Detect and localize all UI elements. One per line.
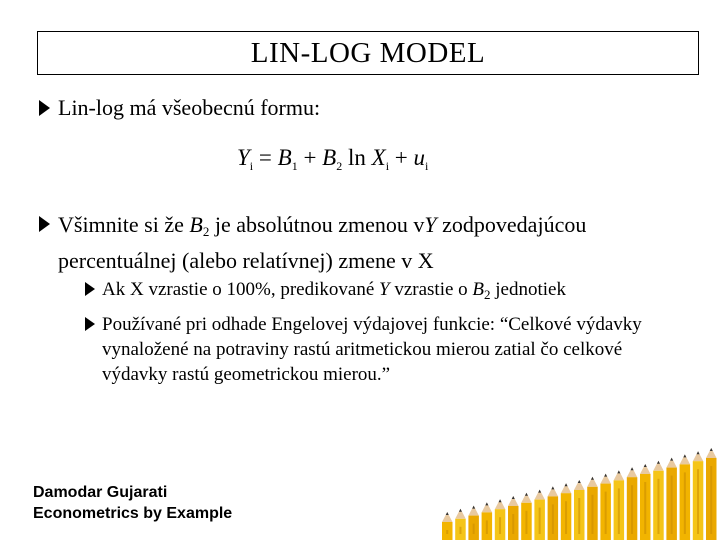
pencil-lead — [617, 470, 620, 473]
sub-bullet-100-percent — [85, 277, 685, 307]
pencil-lead — [485, 502, 488, 505]
pencil-stripe — [525, 511, 527, 534]
pencil-stripe — [605, 492, 607, 534]
pencil-lead — [446, 512, 449, 515]
pencil-stripe — [578, 498, 580, 534]
bullet-b2-interpretation — [39, 210, 704, 275]
pencil-stripe — [512, 514, 514, 534]
pencil-lead — [459, 509, 462, 512]
pencil-stripe — [644, 482, 646, 534]
pencil-stripe — [697, 469, 699, 534]
bullet-text: Lin-log má všeobecnú formu: — [58, 95, 321, 120]
pencil-lead — [591, 477, 594, 480]
pencil-stripe — [565, 501, 567, 534]
pencil-lead — [525, 493, 528, 496]
slide-title: LIN-LOG MODEL — [37, 31, 699, 75]
pencil-stripe — [552, 504, 554, 534]
pencil-lead — [683, 454, 686, 457]
pencil-stripe — [486, 520, 488, 534]
bullet-general-form — [39, 95, 320, 121]
pencil-lead — [472, 506, 475, 509]
pencil-stripe — [473, 524, 475, 534]
pencils-growth-image — [438, 440, 720, 540]
lin-log-formula: $Y_i = B_1 + B_2$ $\ln X_i + u_i$ — [237, 145, 429, 173]
pencil-lead — [657, 461, 660, 464]
pencil-stripe — [710, 466, 712, 534]
pencil-lead — [512, 496, 515, 499]
pencil-lead — [538, 490, 541, 493]
pencil-lead — [551, 486, 554, 489]
pencil-stripe — [446, 530, 448, 534]
pencil-lead — [697, 451, 700, 454]
sub-bullet-text: Používané pri odhade Engelovej výdajovej funkcie: “Celkové výdavky vynaložené na potraviny rastú aritmetickou mierou zatial čo celkové výdavky rastú geometrickou mierou.” — [102, 314, 642, 385]
pencil-lead — [670, 458, 673, 461]
bullet-arrow-icon — [85, 282, 95, 296]
pencil-stripe — [618, 488, 620, 534]
bullet-arrow-icon — [39, 100, 50, 116]
bullet-arrow-icon — [39, 216, 50, 232]
pencil-stripe — [684, 472, 686, 534]
pencil-stripe — [671, 476, 673, 534]
pencil-stripe — [499, 517, 501, 534]
author-credit: Damodar Gujarati Econometrics by Example — [33, 484, 233, 522]
pencil-lead — [604, 474, 607, 477]
pencil-stripe — [539, 508, 541, 534]
pencil-stripe — [591, 495, 593, 534]
bullet-arrow-icon — [85, 317, 95, 331]
pencil-lead — [710, 448, 713, 451]
pencil-lead — [499, 499, 502, 502]
bullet-text: Všimnite si že $B_2$ je absolútnou zmenou vY zodpovedajúcou percentuálnej (alebo relatívnej) zmene v X — [58, 212, 587, 273]
pencil-lead — [644, 464, 647, 467]
pencil-lead — [565, 483, 568, 486]
sub-bullet-text: Ak X vzrastie o 100%, predikované Y vzrastie o $B_2$ jednotiek — [102, 279, 566, 302]
pencil-lead — [578, 480, 581, 483]
pencil-stripe — [631, 485, 633, 534]
pencil-stripe — [459, 527, 461, 534]
pencil-lead — [631, 467, 634, 470]
pencil-stripe — [657, 479, 659, 534]
sub-bullet-engel — [85, 312, 685, 387]
